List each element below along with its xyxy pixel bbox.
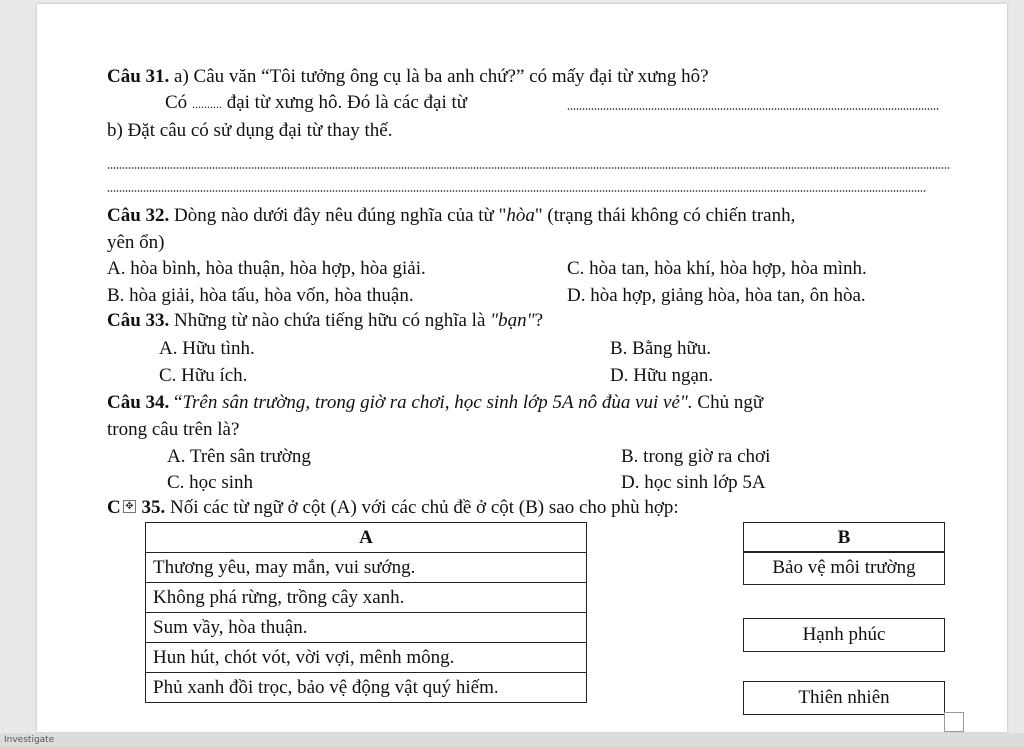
q34-option-a: A. Trên sân trường <box>167 446 311 467</box>
q32-word: hòa <box>506 205 535 226</box>
column-b-header: B <box>743 522 945 553</box>
q34-text1: “ <box>169 392 183 413</box>
q32-text1: Dòng nào dưới đây nêu đúng nghĩa của từ " <box>169 205 507 226</box>
q32-text2: " (trạng thái không có chiến tranh, <box>534 205 796 226</box>
q32-line2: yên ổn) <box>107 232 165 253</box>
column-a-row: Hun hút, chót vót, vời vợi, mênh mông. <box>146 643 587 673</box>
column-a-row: Thương yêu, may mắn, vui sướng. <box>146 553 587 583</box>
column-a-table <box>145 522 587 703</box>
q32-line1 <box>107 205 795 227</box>
q31-line2a: Có <box>165 92 188 113</box>
q34-line2: trong câu trên là? <box>107 419 240 440</box>
q33-option-a: A. Hữu tình. <box>159 338 255 359</box>
q35-text: Nối các từ ngữ ở cột (A) với các chủ đề ở cột (B) sao cho phù hợp: <box>165 497 679 518</box>
column-a-row: Phủ xanh đồi trọc, bảo vệ động vật quý hiếm. <box>146 673 587 703</box>
column-a-row: Sum vầy, hòa thuận. <box>146 613 587 643</box>
q31-partb: b) Đặt câu có sử dụng đại từ thay thế. <box>107 120 393 141</box>
q35-label-start: C <box>107 497 121 518</box>
q32-option-d: D. hòa hợp, giảng hòa, hòa tan, ôn hòa. <box>567 285 866 306</box>
q34-option-b: B. trong giờ ra chơi <box>621 446 771 467</box>
answer-line-1 <box>107 167 951 169</box>
q33-option-c: C. Hữu ích. <box>159 365 248 386</box>
column-b-item: Thiên nhiên <box>743 681 945 715</box>
q31-label: Câu 31. <box>107 66 170 87</box>
q34-option-c: C. học sinh <box>167 472 254 493</box>
q33-word: "bạn" <box>490 310 535 331</box>
q32-label: Câu 32. <box>107 205 170 226</box>
q33-text2: ? <box>534 310 544 331</box>
q32-option-b: B. hòa giải, hòa tấu, hòa vốn, hòa thuận. <box>107 285 414 306</box>
q33-line1 <box>107 310 543 332</box>
q34-option-d: D. học sinh lớp 5A <box>621 472 766 493</box>
q31-line2 <box>165 92 467 115</box>
column-b-item: Bảo vệ môi trường <box>743 551 945 585</box>
q34-label: Câu 34. <box>107 392 170 413</box>
q34-line1 <box>107 392 763 414</box>
q31-blank-count: .......... <box>191 97 222 111</box>
q33-option-d: D. Hữu ngạn. <box>610 365 714 386</box>
column-a-header: A <box>146 523 587 553</box>
q33-option-b: B. Bằng hữu. <box>610 338 712 359</box>
q32-option-c: C. hòa tan, hòa khí, hòa hợp, hòa mình. <box>567 258 867 279</box>
answer-line-2 <box>107 190 927 192</box>
column-b-item: Hạnh phúc <box>743 618 945 652</box>
q35-label-end: 35. <box>136 497 166 518</box>
q31-line1 <box>107 66 709 88</box>
q31-blank-pronouns <box>567 108 939 110</box>
q33-label: Câu 33. <box>107 310 170 331</box>
q35-line1 <box>107 497 679 519</box>
move-icon[interactable]: ✥ <box>123 500 136 513</box>
q34-quote: Trên sân trường, trong giờ ra chơi, học sinh lớp 5A nô đùa vui vẻ". <box>182 392 693 413</box>
q33-text1: Những từ nào chứa tiếng hữu có nghĩa là <box>169 310 491 331</box>
q31-line2b: đại từ xưng hô. Đó là các đại từ <box>226 92 468 113</box>
q32-option-a: A. hòa bình, hòa thuận, hòa hợp, hòa giải. <box>107 258 426 279</box>
column-a-row: Không phá rừng, trồng cây xanh. <box>146 583 587 613</box>
q34-text2: Chủ ngữ <box>692 392 764 413</box>
q31-text: a) Câu văn “Tôi tưởng ông cụ là ba anh chứ?” có mấy đại từ xưng hô? <box>169 66 709 87</box>
status-bar: Investigate <box>0 733 1024 747</box>
resize-handle[interactable] <box>944 712 964 732</box>
